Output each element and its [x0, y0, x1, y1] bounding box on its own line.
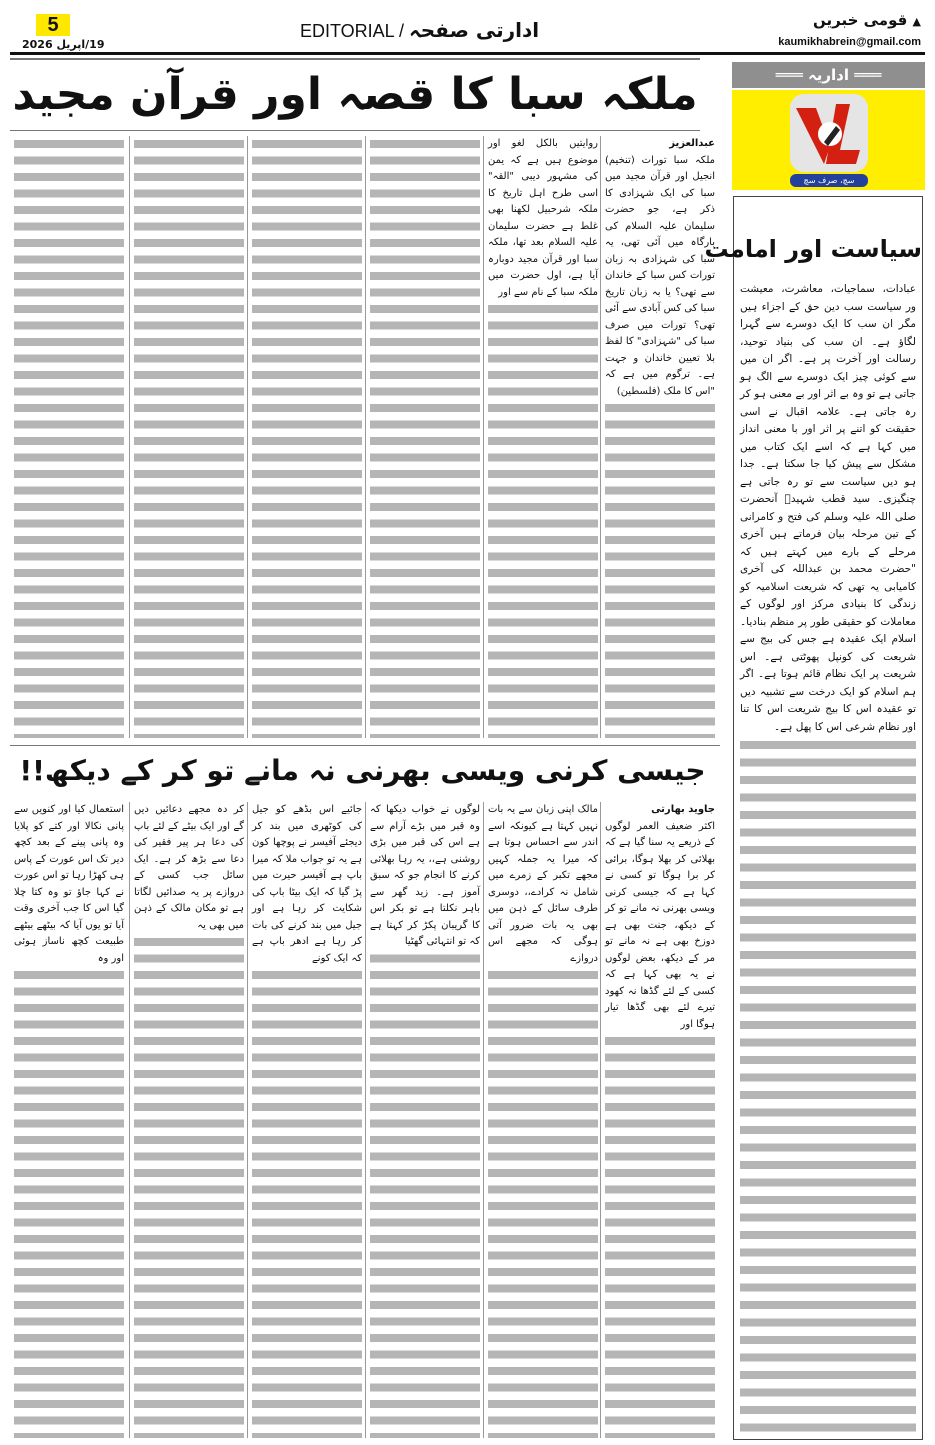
editorial-title: سیاست اور امامت: [734, 227, 922, 271]
main-headline: ملکہ سبا کا قصہ اور قرآن مجید: [10, 58, 700, 131]
column-text: کر دہ مجھے دعائیں دیں گے اور ایک بیٹے کے لئے باپ کی دعا ہر پیر فقیر کی دعا سے بڑھ کر ہے۔ ایک سائل جب کسی کے دروازے پر یہ صدائیں لگاتا ہے تو مکان مالک کے ذہن میں بھی یہ: [134, 802, 244, 934]
column-text: روایتیں بالکل لغو اور موضوع ہیں ہے کہ یمن کی مشہور دیبی "القہ" اسی طرح اہل تاریخ کا ملکہ شرحبیل لکھنا بھی غلط ہے حضرت سلیمان علیہ السلام بعد تھا، ملکہ سبا اور قرآن مجید دوبارہ آیا ہے، اول حضرت میں ملکہ سبا کے نام سے اور: [488, 136, 598, 301]
newspaper-logo: [732, 90, 925, 190]
article-column: [14, 802, 124, 1438]
contact-email[interactable]: kaumikhabrein@gmail.com: [778, 36, 921, 48]
article-column: [252, 802, 362, 1438]
article-column: [488, 136, 598, 738]
column-rule: [247, 802, 248, 1438]
article-column: [370, 136, 480, 738]
column-rule: [600, 136, 601, 738]
article-column: [134, 802, 244, 1438]
column-rule: [483, 802, 484, 1438]
column-text: مالک اپنی زبان سے یہ بات نہیں کہتا ہے کیونکہ اسے اندر سے احساس ہوتا ہے کہ میرا یہ جملہ کہیں مجھے تکبر کے زمرے میں شامل نہ کرادے،، دوسری طرف سائل کے ذہن میں بھی یہ بات ضرور آتی ہوگی کہ مجھے اس دروازے: [488, 802, 598, 967]
article-column: [370, 802, 480, 1438]
article-column: [252, 136, 362, 738]
brand-logo-icon: ▲: [912, 15, 921, 28]
editorial-body: عبادات، سماجیات، معاشرت، معیشت ور سیاست سب دین حق کے اجزاء ہیں مگر ان سب کا ایک دوسرے سے گہرا لگاؤ ہے۔ ان سب کی بنیاد توحید، رسالت اور آخرت پر ہے۔ اگر ان میں سے کوئی چیز ایک دوسرے سے الگ ہو جاتی ہے تو وہ بے اثر اور بے معنی ہو کر رہ جاتی ہے۔ علامہ اقبال نے اسی حقیقت کو اتنے پر اثر اور با معنی انداز میں کہا ہے کہ اسے ایک کتاب میں مشکل سے پیش کیا جا سکتا ہے۔ جدا ہو دیں سیاست سے تو رہ جاتی ہے چنگیزی۔ سید قطب شہیدؒ آنحضرت صلی اللہ علیہ وسلم کی فتح و کامرانی کے تین مرحلہ بیان فرماتے ہیں آخری مرحلے کے بارے میں کہتے ہیں کہ "حضرت محمد بن عبداللہ کی آخری کامیابی یہ تھی کہ شریعت اسلامیہ کو زندگی کا بنیادی مرکز اور لوگوں کے معاملات کو حقیقی طور پر منظم بنادیا۔ اسلام ایک عقیدہ ہے جس کی بیج سے شریعت کی کونپل پھوٹتی ہے۔ اس شریعت پر ایک نظام قائم ہوتا ہے۔ اگر ہم اسلام کو ایک درخت سے تشبیہ دیں تو عقیدہ اس کا بیج شریعت اس کا تنا اور نظام شرعی اس کا پھل ہے۔: [740, 281, 916, 1433]
column-rule: [365, 136, 366, 738]
article-column: [134, 136, 244, 738]
column-rule: [129, 136, 130, 738]
column-text: جائیے اس بڈھے کو جیل کی کوٹھری میں بند کر دیجئے آفیسر نے پوچھا کون ہے یہ تو جواب ملا کہ میرا باپ ہے آفیسر حیرت میں پڑ گیا کہ ایک بیٹا باپ کی شکایت کر رہا ہے اور جیل میں بند کرنے کی بات کر رہا ہے ادھر باپ ہے کہ ایک کونے: [252, 802, 362, 967]
column-text: ملکہ سبا تورات (تنخیم) انجیل اور قرآن مجید میں سبا کی ایک شہزادی کا ذکر ہے، جو حضرت سلیمان علیہ السلام کی بارگاہ میں آئی تھی، یہ سبا کی شہزادی بہ زبان تورات کس سبا کے خاندان سے تھی؟ یا بہ زبان تاریخ سبا کی کس آبادی سے آئی تھی؟ تورات میں صرف سبا کی "شہزادی" کا لفظ بلا تعیین خاندان و جہت ہے۔ ترگوم میں ہے کہ "اس کا ملک (فلسطین): [605, 153, 715, 401]
column-rule: [365, 802, 366, 1438]
author-byline: عبدالعزیز: [605, 136, 715, 153]
editorial-box: [704, 196, 923, 1440]
divider: [10, 745, 720, 746]
pen-logo-icon: [790, 94, 868, 172]
logo-tagline: سچ، صرف سچ: [790, 174, 868, 187]
article-column: [605, 136, 715, 738]
second-headline: جیسی کرنی ویسی بھرنی نہ مانے تو کر کے دیکھ!!: [10, 748, 715, 794]
article-column: [488, 802, 598, 1438]
article-column: [14, 136, 124, 738]
author-byline: جاوید بھارتی: [605, 802, 715, 819]
article-column: [605, 802, 715, 1438]
column-rule: [247, 136, 248, 738]
section-title-en: EDITORIAL /: [300, 21, 405, 41]
page-number: 5: [36, 14, 70, 36]
header-divider: [10, 52, 925, 55]
column-rule: [129, 802, 130, 1438]
section-title-ur: ادارتی صفحہ: [409, 18, 540, 42]
issue-date: 19/اپریل 2026: [22, 38, 105, 51]
brand-name: ▲ قومی خبریں: [812, 11, 921, 29]
section-title: [300, 18, 539, 43]
column-text: اکثر ضعیف العمر لوگوں کے ذریعے یہ سنا گیا ہے کہ بھلائی کر بھلا ہوگا، برائی کر برا ہوگا تو کسی نے کہا ہے کہ جیسی کرنی ویسی بھرنی نہ مانے تو کر کے دیکھ، جنت بھی ہے دوزخ بھی ہے نہ مانے تو مر کے دیکھ، بعض لوگوں نے یہ بھی کہا ہے کہ کسی کے لئے گڈھا نہ کھود تیرے لئے بھی گڈھا تیار ہوگا اور: [605, 819, 715, 1034]
column-text: استعمال کیا اور کنویں سے پانی نکالا اور کتے کو پلایا وہ پانی پینے کے بعد کچھ دیر تک اس عورت کے پاس ہی کھڑا رہا تو اس عورت نے کہا جاؤ تو وہ کتا چلا گیا اس کا جب آخری وقت آیا تو یوں آیا کہ بیٹھے بیٹھے طبیعت کچھ ناساز ہوئی اور وہ: [14, 802, 124, 967]
sidebar-label: ═══ اداریہ ═══: [732, 62, 925, 88]
column-text: لوگوں نے خواب دیکھا کہ وہ قبر میں بڑے آرام سے ہے اس کی قبر میں بڑی روشنی ہے،، یہ رہا بھلائی کرنے کا انجام جو کہ سبق آموز ہے۔ زید گھر سے باہر نکلتا ہے تو بکر اس کا گریبان پکڑ کر کہتا ہے کہ تو انتہائی گھٹیا: [370, 802, 480, 951]
column-rule: [600, 802, 601, 1438]
column-rule: [483, 136, 484, 738]
